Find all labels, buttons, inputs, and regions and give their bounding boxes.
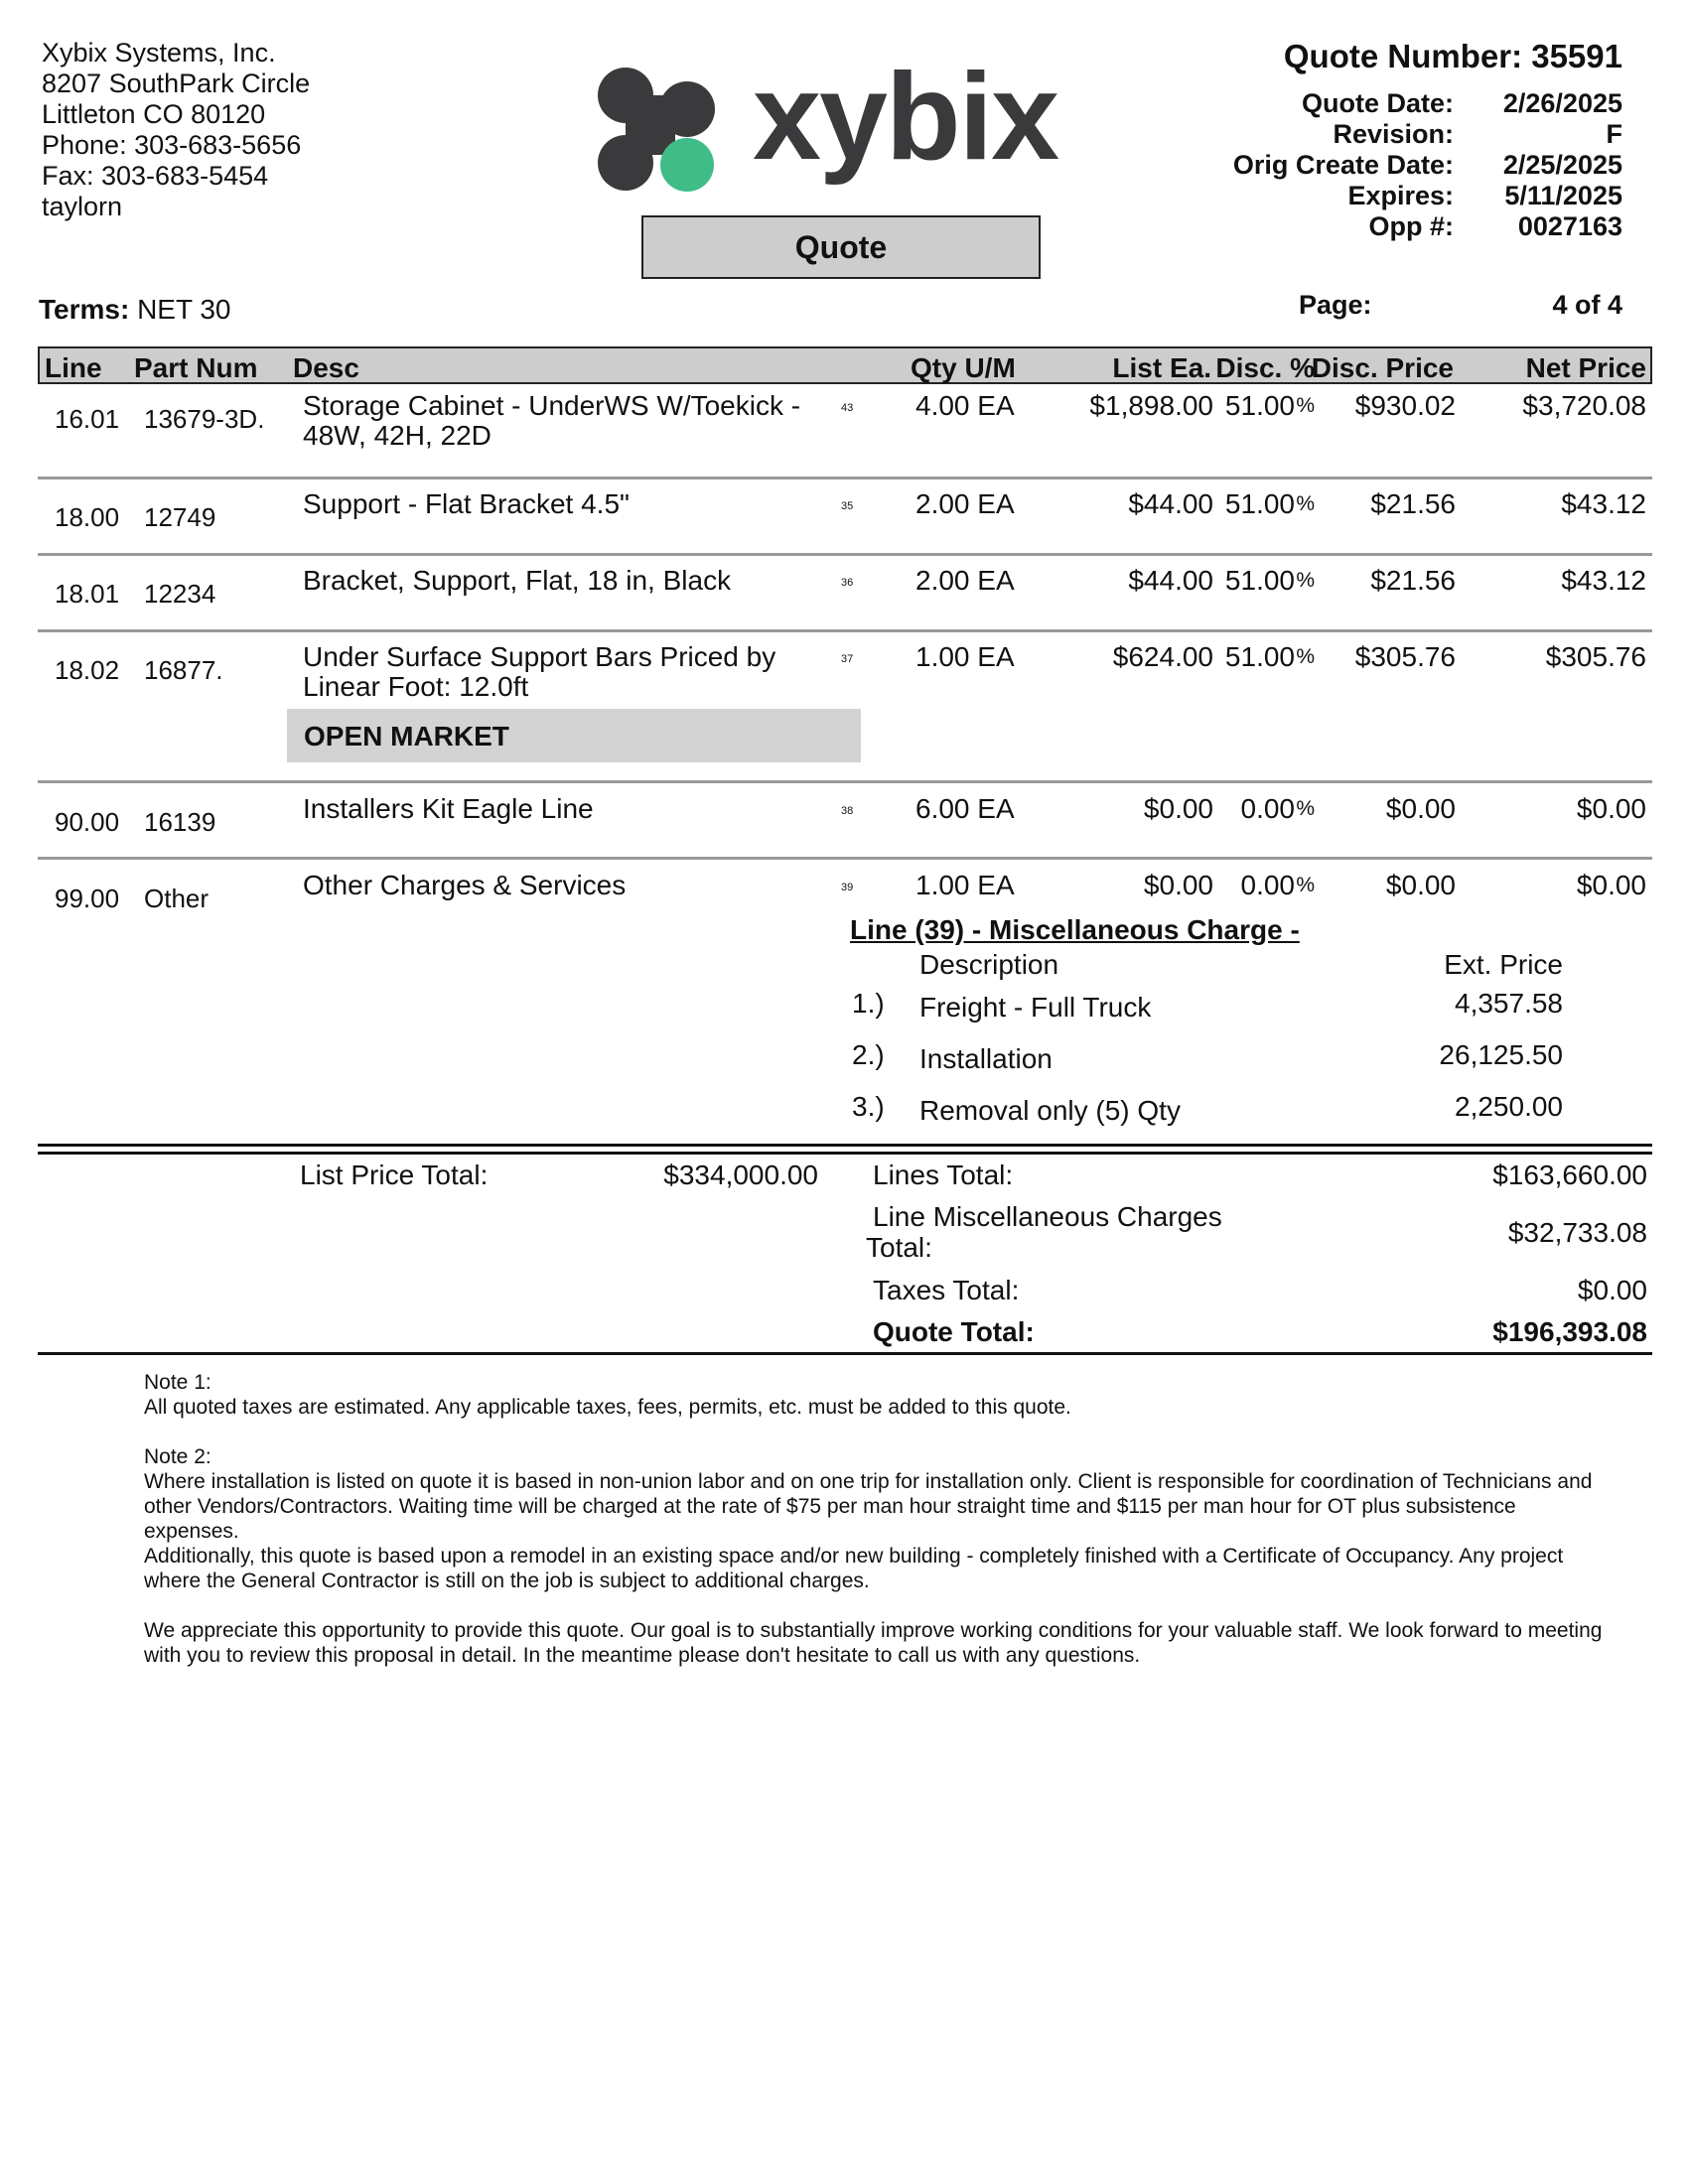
misc-col-ext-price: Ext. Price bbox=[1444, 949, 1563, 980]
misc-item-price: 4,357.58 bbox=[1455, 988, 1563, 1019]
disc-price: $930.02 bbox=[1354, 390, 1456, 421]
list-each: $0.00 bbox=[1143, 793, 1213, 824]
col-disc-price: Disc. Price bbox=[1311, 352, 1454, 383]
net-price: $0.00 bbox=[1576, 870, 1646, 900]
percent-sign: % bbox=[1296, 569, 1315, 592]
misc-col-description: Description bbox=[919, 949, 1059, 980]
disc-price: $305.76 bbox=[1354, 641, 1456, 672]
note2-text: Where installation is listed on quote it is based in non-union labor and on one trip for installation only. Client is responsible for coordination of Technicians and other Vendors/Contractors. Waiting time will be charged at the rate of $75 per man hour straight time and $115 per man hour for OT plus subsistence expenses. Additionally, this quote is based upon a remodel in an existing space and/or new building - completely finished with a Certificate of Occupancy. Any project where the General Contractor is still on the job is subject to additional charges. bbox=[144, 1470, 1593, 1592]
lines-total-label: Lines Total: bbox=[873, 1160, 1014, 1190]
list-each: $0.00 bbox=[1143, 870, 1213, 900]
list-price-total-label: List Price Total: bbox=[300, 1160, 489, 1190]
description-line2: 48W, 42H, 22D bbox=[303, 420, 492, 451]
col-list: List Ea. bbox=[1112, 352, 1211, 383]
xybix-logo bbox=[596, 49, 1072, 199]
revision-value: F bbox=[1606, 119, 1622, 149]
description-line2: Linear Foot: 12.0ft bbox=[303, 671, 529, 702]
description-line1: Other Charges & Services bbox=[303, 870, 627, 900]
terms-label: Terms: bbox=[39, 294, 130, 325]
opp-label: Opp #: bbox=[1368, 211, 1454, 241]
expires-label: Expires: bbox=[1347, 181, 1454, 210]
misc-item-number: 3.) bbox=[852, 1091, 885, 1122]
line-ref: 35 bbox=[841, 500, 854, 512]
line-number: 99.00 bbox=[55, 884, 120, 913]
prepared-by: taylorn bbox=[42, 192, 123, 221]
company-fax: Fax: 303-683-5454 bbox=[42, 161, 269, 191]
list-each: $44.00 bbox=[1128, 488, 1213, 519]
misc-item-description: Installation bbox=[919, 1043, 1053, 1074]
misc-item-number: 2.) bbox=[852, 1039, 885, 1070]
lines-total-value: $163,660.00 bbox=[1492, 1160, 1647, 1190]
company-address bbox=[42, 38, 310, 222]
line-ref: 37 bbox=[841, 653, 854, 665]
orig-create-date-value: 2/25/2025 bbox=[1502, 150, 1622, 180]
net-price: $0.00 bbox=[1576, 793, 1646, 824]
misc-charges-total-label-line1: Line Miscellaneous Charges bbox=[873, 1201, 1222, 1232]
company-phone: Phone: 303-683-5656 bbox=[42, 130, 302, 160]
line-number: 18.00 bbox=[55, 502, 120, 532]
table-row bbox=[38, 488, 1652, 538]
company-address-line1: 8207 SouthPark Circle bbox=[42, 68, 311, 98]
disc-percent: 51.00 bbox=[1224, 390, 1295, 421]
line-number: 90.00 bbox=[55, 807, 120, 837]
page-label: Page: bbox=[1299, 290, 1372, 320]
net-price: $43.12 bbox=[1561, 565, 1646, 596]
disc-percent: 51.00 bbox=[1224, 641, 1295, 672]
col-part-num: Part Num bbox=[134, 352, 258, 383]
qty: 6.00 EA bbox=[915, 793, 1015, 824]
terms-value: NET 30 bbox=[137, 294, 231, 325]
part-number: Other bbox=[144, 884, 210, 913]
part-number: 16139 bbox=[144, 807, 216, 837]
col-qty: Qty U/M bbox=[911, 352, 1016, 383]
note1-text: All quoted taxes are estimated. Any applicable taxes, fees, permits, etc. must be added to this quote. bbox=[144, 1396, 1071, 1419]
row-divider bbox=[38, 629, 1652, 632]
description-line1: Support - Flat Bracket 4.5" bbox=[303, 488, 630, 519]
terms bbox=[39, 294, 231, 326]
description-line1: Storage Cabinet - UnderWS W/Toekick - bbox=[303, 390, 801, 421]
quote-total-value: $196,393.08 bbox=[1492, 1316, 1647, 1347]
expires-value: 5/11/2025 bbox=[1504, 181, 1622, 210]
note2-title: Note 2: bbox=[144, 1445, 211, 1468]
misc-item-description: Freight - Full Truck bbox=[919, 992, 1152, 1023]
part-number: 13679-3D. bbox=[144, 404, 265, 434]
percent-sign: % bbox=[1296, 797, 1315, 820]
table-header bbox=[38, 346, 1652, 384]
line-number: 16.01 bbox=[55, 404, 120, 434]
misc-charge-title: Line (39) - Miscellaneous Charge - bbox=[850, 914, 1300, 945]
qty: 1.00 EA bbox=[915, 641, 1015, 672]
totals-bottom-rule bbox=[38, 1352, 1652, 1355]
disc-percent: 0.00 bbox=[1240, 793, 1295, 824]
part-number: 12749 bbox=[144, 502, 216, 532]
totals-divider-bottom bbox=[38, 1152, 1652, 1155]
revision-label: Revision: bbox=[1333, 119, 1454, 149]
line-ref: 38 bbox=[841, 805, 854, 817]
qty: 2.00 EA bbox=[915, 565, 1015, 596]
note1-title: Note 1: bbox=[144, 1371, 211, 1394]
col-disc: Disc. % bbox=[1215, 352, 1315, 383]
net-price: $3,720.08 bbox=[1522, 390, 1646, 421]
misc-item-price: 26,125.50 bbox=[1439, 1039, 1563, 1070]
xybix-logo-wordmark: xybix bbox=[753, 49, 1058, 186]
percent-sign: % bbox=[1296, 645, 1315, 668]
open-market-banner bbox=[287, 709, 861, 762]
table-row bbox=[38, 793, 1652, 843]
line-ref: 39 bbox=[841, 882, 854, 893]
disc-percent: 0.00 bbox=[1240, 870, 1295, 900]
net-price: $305.76 bbox=[1545, 641, 1646, 672]
list-each: $1,898.00 bbox=[1089, 390, 1213, 421]
xybix-logo-mark bbox=[596, 66, 725, 195]
disc-price: $21.56 bbox=[1370, 488, 1456, 519]
percent-sign: % bbox=[1296, 874, 1315, 896]
net-price: $43.12 bbox=[1561, 488, 1646, 519]
col-net-price: Net Price bbox=[1525, 352, 1646, 383]
open-market-label: OPEN MARKET bbox=[304, 721, 509, 751]
row-divider bbox=[38, 780, 1652, 783]
quote-date-value: 2/26/2025 bbox=[1502, 88, 1622, 118]
quote-total-label: Quote Total: bbox=[873, 1316, 1035, 1347]
disc-price: $0.00 bbox=[1385, 793, 1456, 824]
row-divider bbox=[38, 477, 1652, 479]
description-line1: Under Surface Support Bars Priced by bbox=[303, 641, 776, 672]
percent-sign: % bbox=[1296, 492, 1315, 515]
list-each: $624.00 bbox=[1112, 641, 1213, 672]
orig-create-date-label: Orig Create Date: bbox=[1232, 150, 1454, 180]
taxes-total-label: Taxes Total: bbox=[873, 1275, 1020, 1305]
line-ref: 43 bbox=[841, 402, 854, 414]
disc-price: $21.56 bbox=[1370, 565, 1456, 596]
misc-charges-total-value: $32,733.08 bbox=[1507, 1217, 1647, 1248]
quote-number: Quote Number: 35591 bbox=[1283, 38, 1622, 74]
document-type-box: Quote bbox=[641, 215, 1041, 279]
disc-price: $0.00 bbox=[1385, 870, 1456, 900]
list-each: $44.00 bbox=[1128, 565, 1213, 596]
opp-value: 0027163 bbox=[1517, 211, 1622, 241]
disc-percent: 51.00 bbox=[1224, 488, 1295, 519]
notes-section bbox=[144, 1370, 1614, 1693]
col-line: Line bbox=[45, 352, 102, 383]
table-row bbox=[38, 390, 1652, 479]
qty: 1.00 EA bbox=[915, 870, 1015, 900]
list-price-total-value: $334,000.00 bbox=[663, 1160, 818, 1190]
line-number: 18.01 bbox=[55, 579, 120, 609]
closing-statement: We appreciate this opportunity to provide this quote. Our goal is to substantially improve working conditions for your valuable staff. We look forward to meeting with you to review this proposal in detail. In the meantime please don't hesitate to call us with any questions. bbox=[144, 1619, 1603, 1667]
company-address-line2: Littleton CO 80120 bbox=[42, 99, 266, 129]
table-row bbox=[38, 565, 1652, 614]
row-divider bbox=[38, 553, 1652, 556]
page-value: 4 of 4 bbox=[1552, 290, 1622, 320]
qty: 2.00 EA bbox=[915, 488, 1015, 519]
company-name: Xybix Systems, Inc. bbox=[42, 38, 276, 68]
line-number: 18.02 bbox=[55, 655, 120, 685]
line-ref: 36 bbox=[841, 577, 854, 589]
percent-sign: % bbox=[1296, 394, 1315, 417]
misc-charges-total-label-line2: Total: bbox=[866, 1232, 932, 1263]
misc-item-price: 2,250.00 bbox=[1455, 1091, 1563, 1122]
qty: 4.00 EA bbox=[915, 390, 1015, 421]
part-number: 16877. bbox=[144, 655, 223, 685]
row-divider bbox=[38, 857, 1652, 860]
table-row bbox=[38, 870, 1652, 919]
quote-date-label: Quote Date: bbox=[1301, 88, 1454, 118]
description-line1: Bracket, Support, Flat, 18 in, Black bbox=[303, 565, 732, 596]
col-desc: Desc bbox=[293, 352, 359, 383]
disc-percent: 51.00 bbox=[1224, 565, 1295, 596]
taxes-total-value: $0.00 bbox=[1577, 1275, 1647, 1305]
totals-divider-top bbox=[38, 1144, 1652, 1147]
misc-item-description: Removal only (5) Qty bbox=[919, 1095, 1181, 1126]
misc-item-number: 1.) bbox=[852, 988, 885, 1019]
description-line1: Installers Kit Eagle Line bbox=[303, 793, 594, 824]
part-number: 12234 bbox=[144, 579, 216, 609]
